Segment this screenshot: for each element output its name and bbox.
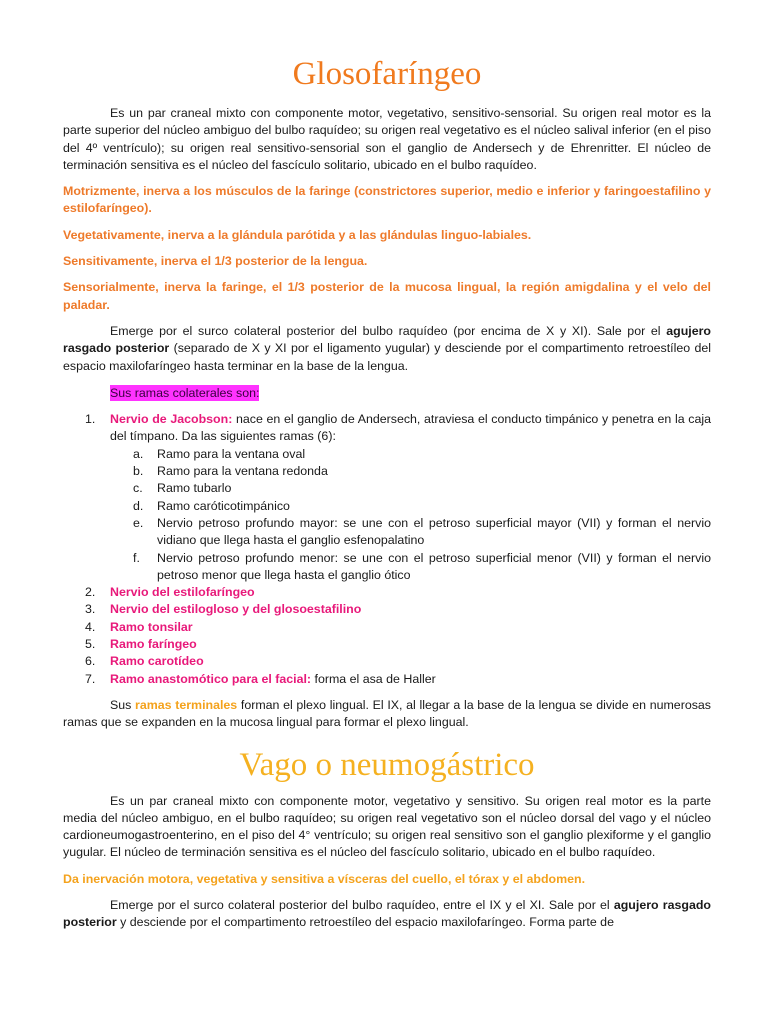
- list-number: 1.: [85, 412, 96, 427]
- function-sensitive: Sensitivamente, inerva el 1/3 posterior de la lengua.: [63, 254, 368, 269]
- terminal-branches: Sus ramas terminales forman el plexo lingual. El IX, al llegar a la base de la lengua se divide en numerosas ramas que se expanden en la mucosa lingual para formar el plexo lingual.: [63, 697, 712, 730]
- function-motor: Motrizmente, inerva a los músculos de la faringe (constrictores superior, medio e inferior y faringoestafilino y estilofaríngeo).: [63, 184, 711, 216]
- list-item: 3. Nervio del estilogloso y del glosoestafilino: [85, 602, 362, 617]
- list-item: 4. Ramo tonsilar: [85, 619, 193, 634]
- highlighted-heading: Sus ramas colaterales son:: [110, 385, 260, 400]
- branch-name: Ramo carotídeo: [110, 654, 204, 669]
- branch-text: forma el asa de Haller: [311, 671, 436, 686]
- branch-name: Ramo tonsilar: [110, 619, 193, 634]
- section-title-glosofaringeo: Glosofaríngeo: [292, 56, 482, 92]
- branch-name: Ramo anastomótico para el facial:: [110, 671, 312, 686]
- bold-term: agujero rasgado posterior: [63, 897, 711, 930]
- sub-list-item: e. Nervio petroso profundo mayor: se une con el petroso superficial mayor (VII) y forman el nervio vidiano que llega hasta el ganglio esfenopalatino: [133, 515, 711, 548]
- list-item: 6. Ramo carotídeo: [85, 654, 204, 669]
- vago-emerge: Emerge por el surco colateral posterior del bulbo raquídeo, entre el IX y el XI. Sale por el agujero rasgado posterior y desciende por el compartimento retroestíleo del espacio maxilofaríngeo. Forma parte de: [63, 897, 711, 930]
- list-item: 7. Ramo anastomótico para el facial: forma el asa de Haller: [85, 671, 436, 686]
- function-sensorial: Sensorialmente, inerva la faringe, el 1/3 posterior de la mucosa lingual, la región amigdalina y el velo del paladar.: [63, 280, 711, 312]
- branch-name: Nervio de Jacobson:: [110, 412, 233, 427]
- branch-name: Ramo faríngeo: [110, 637, 197, 652]
- vago-intro: Es un par craneal mixto con componente motor, vegetativo y sensitivo. Su origen real motor es la parte media del núcleo ambiguo, en el bulbo raquídeo; su origen real vegetativo son el núcleo dorsal del vago y el núcleo cardioneumogastroenterino, en el piso del 4° ventrículo; su origen real sensitivo son el ganglio plexiforme y el ganglio yugular. El núcleo de terminación sensitiva es el núcleo del fascículo solitario, ubicado en el bulbo raquídeo.: [63, 793, 711, 860]
- sub-branches-list: [110, 446, 711, 584]
- sub-list-item: d. Ramo caróticotimpánico: [133, 498, 290, 513]
- sub-list-item: f. Nervio petroso profundo menor: se une con el petroso superficial menor (VII) y forman el nervio petroso menor que llega hasta el ganglio ótico: [133, 550, 711, 582]
- sub-list-item: b. Ramo para la ventana redonda: [133, 464, 328, 479]
- section-title-vago: Vago o neumogástrico: [239, 746, 535, 783]
- branch-text: nace en el ganglio de Andersech, atraviesa el conducto timpánico y penetra en la caja del tímpano. Da las siguientes ramas (6):: [110, 412, 711, 444]
- list-item: 5. Ramo faríngeo: [85, 637, 197, 652]
- list-item: [63, 411, 711, 584]
- bold-term: agujero rasgado posterior: [63, 323, 711, 356]
- sub-list-item: a. Ramo para la ventana oval: [133, 446, 306, 461]
- branches-heading: [110, 385, 711, 402]
- glosofaringeo-intro: Es un par craneal mixto con componente motor, vegetativo, sensitivo-sensorial. Su origen real motor es la parte superior del núcleo ambiguo del bulbo raquídeo; su origen real vegetativo es el núcleo salival inferior (en el piso del 4º ventrículo); su origen real sensitivo-sensorial son el ganglio de Andersech y de Ehrenritter. El núcleo de terminación sensitiva es el núcleo del fascículo solitario, ubicado en el bulbo raquídeo.: [63, 106, 711, 172]
- branch-name: Nervio del estilofaríngeo: [110, 585, 255, 600]
- highlight-term: ramas terminales: [135, 697, 238, 712]
- glosofaringeo-emerge: Emerge por el surco colateral posterior del bulbo raquídeo (por encima de X y XI). Sale por el agujero rasgado posterior (separado de X y XI por el ligamento yugular) y desciende por el compartimento retroestíleo del espacio maxilofaríngeo hasta terminar en la base de la lengua.: [63, 323, 711, 373]
- sub-list-item: c. Ramo tubarlo: [133, 481, 232, 496]
- list-item: 2. Nervio del estilofaríngeo: [85, 585, 255, 600]
- vago-function: Da inervación motora, vegetativa y sensitiva a vísceras del cuello, el tórax y el abdomen.: [63, 871, 586, 886]
- branch-name: Nervio del estilogloso y del glosoestafilino: [110, 602, 362, 617]
- branches-list: [63, 411, 711, 688]
- function-vegetative: Vegetativamente, inerva a la glándula parótida y a las glándulas linguo-labiales.: [63, 227, 532, 242]
